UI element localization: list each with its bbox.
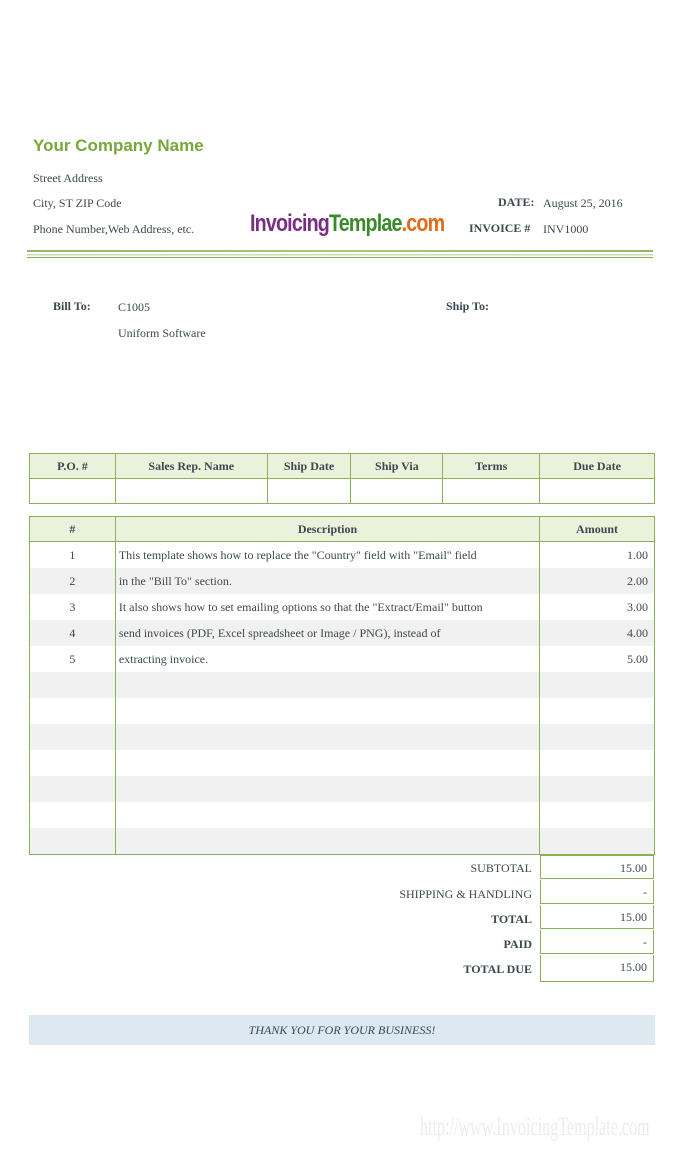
table-row [30, 802, 655, 828]
description-cell[interactable] [115, 802, 539, 828]
line-items-table [29, 516, 655, 855]
amount-cell[interactable] [540, 698, 655, 724]
street-address: Street Address [33, 171, 103, 185]
description-cell[interactable] [115, 724, 539, 750]
ship-to-label: Ship To: [446, 299, 490, 313]
description-header: Description [115, 517, 539, 542]
table-row [30, 724, 655, 750]
brand-logo [250, 210, 444, 238]
watermark-url: http://www.InvoicingTemplate.com [420, 1112, 650, 1141]
company-name: Your Company Name [33, 136, 204, 155]
description-cell[interactable]: send invoices (PDF, Excel spreadsheet or Image / PNG), instead of [115, 620, 539, 646]
bill-to-customer-id: C1005 [118, 300, 151, 314]
table-row [30, 594, 655, 620]
amount-cell[interactable]: 2.00 [540, 568, 655, 594]
description-cell[interactable]: It also shows how to set emailing options so that the "Extract/Email" button [115, 594, 539, 620]
description-cell[interactable] [115, 698, 539, 724]
amount-header: Amount [540, 517, 655, 542]
table-row [30, 828, 655, 855]
description-cell[interactable]: extracting invoice. [115, 646, 539, 672]
invoice-number-value: INV1000 [543, 222, 589, 236]
item-number-cell[interactable]: 4 [30, 620, 116, 646]
table-row [30, 542, 655, 569]
item-number-cell[interactable] [30, 724, 116, 750]
item-number-cell[interactable] [30, 828, 116, 855]
bill-to-company: Uniform Software [118, 326, 206, 340]
amount-cell[interactable] [540, 724, 655, 750]
table-row [30, 698, 655, 724]
due-date-header: Due Date [540, 454, 655, 479]
item-number-cell[interactable] [30, 802, 116, 828]
description-cell[interactable] [115, 750, 539, 776]
description-cell[interactable] [115, 672, 539, 698]
amount-cell[interactable] [540, 672, 655, 698]
sales-rep-header: Sales Rep. Name [115, 454, 267, 479]
table-row [30, 620, 655, 646]
amount-cell[interactable] [540, 802, 655, 828]
due-date-cell[interactable] [540, 479, 655, 504]
shipping-handling-value[interactable]: - [540, 880, 654, 904]
table-row [30, 750, 655, 776]
logo-part-3: .com [401, 210, 445, 237]
terms-cell[interactable] [443, 479, 540, 504]
thank-you-banner: THANK YOU FOR YOUR BUSINESS! [29, 1015, 655, 1045]
date-value: August 25, 2016 [543, 196, 623, 210]
shipping-handling-label: SHIPPING & HANDLING [399, 887, 532, 901]
item-number-header: # [30, 517, 116, 542]
subtotal-label: SUBTOTAL [470, 861, 532, 875]
amount-cell[interactable]: 3.00 [540, 594, 655, 620]
invoice-number-label: INVOICE # [469, 221, 531, 235]
city-state-zip: City, ST ZIP Code [33, 196, 122, 210]
item-number-cell[interactable]: 2 [30, 568, 116, 594]
po-number-cell[interactable] [30, 479, 116, 504]
table-row [30, 646, 655, 672]
order-info-table [29, 453, 655, 504]
ship-via-cell[interactable] [351, 479, 443, 504]
total-due-label: TOTAL DUE [463, 962, 532, 976]
ship-via-header: Ship Via [351, 454, 443, 479]
ship-date-header: Ship Date [267, 454, 351, 479]
terms-header: Terms [443, 454, 540, 479]
item-number-cell[interactable]: 1 [30, 542, 116, 569]
amount-cell[interactable]: 5.00 [540, 646, 655, 672]
amount-cell[interactable] [540, 776, 655, 802]
item-number-cell[interactable]: 5 [30, 646, 116, 672]
item-number-cell[interactable] [30, 750, 116, 776]
description-cell[interactable]: in the "Bill To" section. [115, 568, 539, 594]
table-row [30, 672, 655, 698]
paid-label: PAID [503, 937, 532, 951]
logo-part-1: Invoicing [250, 210, 330, 237]
paid-value[interactable]: - [540, 930, 654, 954]
amount-cell[interactable] [540, 828, 655, 855]
subtotal-value: 15.00 [540, 855, 654, 879]
po-number-header: P.O. # [30, 454, 116, 479]
sales-rep-cell[interactable] [115, 479, 267, 504]
bill-to-label: Bill To: [53, 299, 91, 313]
description-cell[interactable] [115, 828, 539, 855]
item-number-cell[interactable] [30, 672, 116, 698]
total-label: TOTAL [491, 912, 532, 926]
date-label: DATE: [498, 195, 535, 209]
item-number-cell[interactable] [30, 776, 116, 802]
total-value: 15.00 [540, 905, 654, 929]
ship-date-cell[interactable] [267, 479, 351, 504]
phone-web: Phone Number,Web Address, etc. [33, 222, 195, 236]
amount-cell[interactable]: 4.00 [540, 620, 655, 646]
amount-cell[interactable]: 1.00 [540, 542, 655, 569]
item-number-cell[interactable] [30, 698, 116, 724]
header-divider [27, 247, 653, 261]
description-cell[interactable] [115, 776, 539, 802]
total-due-value: 15.00 [540, 955, 654, 982]
description-cell[interactable]: This template shows how to replace the "Country" field with "Email" field [115, 542, 539, 569]
logo-part-2: Templae [329, 210, 402, 237]
table-row [30, 568, 655, 594]
amount-cell[interactable] [540, 750, 655, 776]
item-number-cell[interactable]: 3 [30, 594, 116, 620]
table-row [30, 776, 655, 802]
